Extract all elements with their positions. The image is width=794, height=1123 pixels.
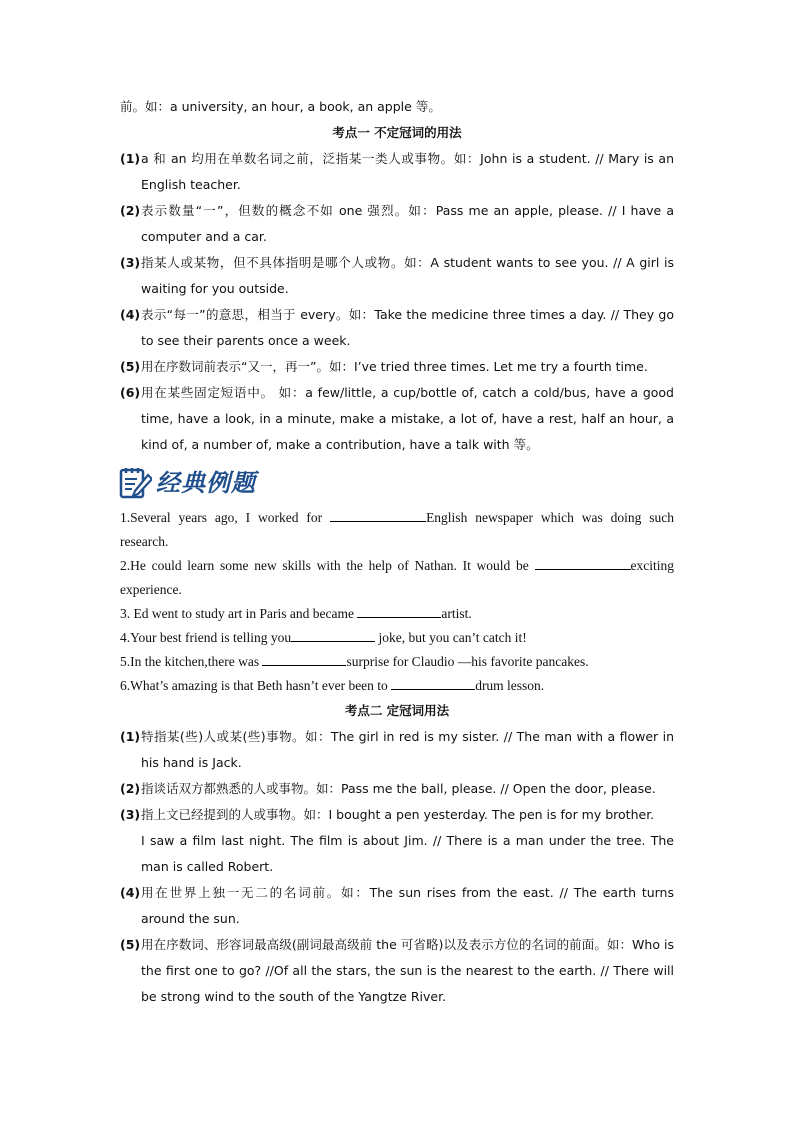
- section1-item: [120, 146, 674, 198]
- answer-blank[interactable]: [262, 652, 346, 666]
- item-text: a 和 an 均用在单数名词之前，泛指某一类人或事物。如：John is a student. // Mary is an English teacher.: [141, 151, 674, 192]
- banner-title: 经典例题: [156, 468, 256, 497]
- item-text: 用在某些固定短语中。 如：a few/little, a cup/bottle of, catch a cold/bus, have a good time, have a look, in a minute, make a mistake, a lot of, have a rest, half an hour, a kind of, a number of, make a contribution, have a talk with 等。: [141, 385, 674, 452]
- exercise-item: [120, 626, 674, 650]
- exercise-text: 3. Ed went to study art in Paris and became: [120, 606, 358, 621]
- answer-blank[interactable]: [330, 508, 426, 522]
- section2-item: [120, 776, 674, 802]
- exercise-item: [120, 650, 674, 674]
- exercise-item: [120, 674, 674, 698]
- item-text: 表示“每一”的意思，相当于 every。如：Take the medicine three times a day. // They go to see their parents once a week.: [141, 307, 674, 348]
- item-text: 表示数量“一”，但数的概念不如 one 强烈。如：Pass me an apple, please. // I have a computer and a car.: [141, 203, 674, 244]
- exercise-item: [120, 506, 674, 554]
- exercise-text: English newspaper which was doing such research.: [120, 510, 674, 549]
- exercise-text: joke, but you can’t catch it!: [375, 630, 527, 645]
- classic-examples-banner: [118, 462, 674, 504]
- item-number: (4): [120, 885, 141, 900]
- exercise-text: 6.What’s amazing is that Beth hasn’t ever been to: [120, 678, 392, 693]
- section2-item: [120, 880, 674, 932]
- item-number: (3): [120, 255, 141, 270]
- exercise-text: surprise for Claudio —his favorite pancakes.: [346, 654, 589, 669]
- item-text: 用在世界上独一无二的名词前。如：The sun rises from the east. // The earth turns around the sun.: [141, 885, 674, 926]
- exercise-list: [120, 506, 674, 698]
- item-text: 特指某(些)人或某(些)事物。如：The girl in red is my sister. // The man with a flower in his hand is Jack.: [141, 729, 674, 770]
- item-number: (6): [120, 385, 141, 400]
- exercise-text: artist.: [441, 606, 472, 621]
- item-text: 指谈话双方都熟悉的人或事物。如：Pass me the ball, please. // Open the door, please.: [141, 781, 656, 796]
- section2-title: 考点二 定冠词用法: [344, 703, 450, 718]
- exercise-text: 2.He could learn some new skills with the help of Nathan. It would be: [120, 558, 535, 573]
- answer-blank[interactable]: [535, 556, 631, 570]
- exercise-text: 5.In the kitchen,there was: [120, 654, 263, 669]
- item-text: 用在序数词、形容词最高级(副词最高级前 the 可省略)以及表示方位的名词的前面。如：Who is the first one to go? //Of all the stars, the sun is the nearest to the earth. // There will be strong wind to the south of the Yangtze River.: [141, 937, 674, 1004]
- answer-blank[interactable]: [391, 676, 475, 690]
- exercise-text: 4.Your best friend is telling you: [120, 630, 292, 645]
- item-text: 指上文已经提到的人或事物。如：I bought a pen yesterday. The pen is for my brother.: [141, 807, 655, 822]
- section2-item3-continuation: I saw a film last night. The film is about Jim. // There is a man under the tree. The man is called Robert.: [141, 833, 674, 874]
- intro-line: 前。如：a university, an hour, a book, an apple 等。: [120, 99, 441, 114]
- exercise-item: [120, 602, 674, 626]
- item-number: (1): [120, 729, 141, 744]
- item-number: (2): [120, 203, 141, 218]
- answer-blank[interactable]: [291, 628, 375, 642]
- section1-item: [120, 354, 674, 380]
- section1-item: [120, 250, 674, 302]
- item-text: 指某人或某物，但不具体指明是哪个人或物。如：A student wants to see you. // A girl is waiting for you outside.: [141, 255, 674, 296]
- section2-item: [120, 932, 674, 1010]
- exercise-text: drum lesson.: [475, 678, 545, 693]
- item-number: (4): [120, 307, 141, 322]
- item-number: (1): [120, 151, 141, 166]
- exercise-item: [120, 554, 674, 602]
- item-number: (5): [120, 359, 141, 374]
- exercise-text: 1.Several years ago, I worked for: [120, 510, 331, 525]
- section1-item: [120, 380, 674, 458]
- section2-item: [120, 802, 674, 828]
- document-page: [120, 94, 674, 1010]
- item-number: (3): [120, 807, 141, 822]
- section1-item: [120, 198, 674, 250]
- answer-blank[interactable]: [357, 604, 441, 618]
- item-number: (5): [120, 937, 141, 952]
- section1-item: [120, 302, 674, 354]
- exercise-text: exciting experience.: [120, 558, 674, 597]
- notebook-pencil-icon: [118, 466, 152, 500]
- section1-title: 考点一 不定冠词的用法: [332, 125, 462, 140]
- section2-item: [120, 724, 674, 776]
- item-number: (2): [120, 781, 141, 796]
- item-text: 用在序数词前表示“又一，再一”。如：I’ve tried three times. Let me try a fourth time.: [141, 359, 648, 374]
